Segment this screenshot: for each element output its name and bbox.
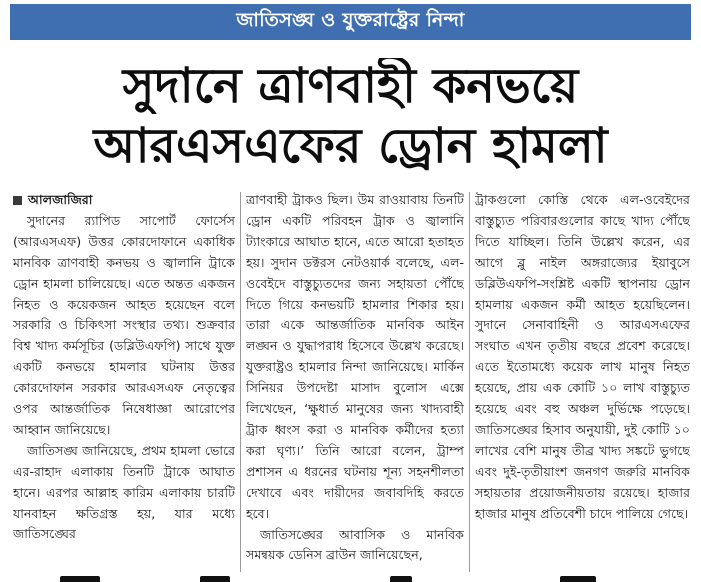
headline-line-1: সুদানে ত্রাণবাহী কনভয়ে (122, 58, 579, 114)
text-fragment (560, 576, 596, 582)
next-article-fragment (0, 574, 701, 582)
square-bullet-icon (13, 196, 22, 205)
column-divider-2 (469, 192, 470, 572)
column-divider-1 (240, 192, 241, 572)
paragraph: ত্রাণবাহী ট্রাকও ছিল। উম রাওয়াবায় তিনটি ড্রোন একটি পরিবহন ট্রাক ও জ্বালানি ট্যাংকারে আঘাত হানে, এতে আরো হতাহত হয়। সুদান ডক্টরস নেটওয়ার্ক বলেছে, এল-ওবেইদে বাস্তুচ্যুতদের জন্য সহায়তা পৌঁছে দিতে গিয়ে কনভয়টি হামলার শিকার হয়। তারা একে আন্তর্জাতিক মানবিক আইন লঙ্ঘন ও যুদ্ধাপরাধ হিসেবে উল্লেখ করেছে। যুক্তরাষ্ট্রও হামলার নিন্দা জানিয়েছে। মার্কিন সিনিয়র উপদেষ্টা মাসাদ বুলোস এক্সে লিখেছেন, ‘ক্ষুধার্ত মানুষের জন্য খাদ্যবাহী ট্রাক ধ্বংস করা ও মানবিক কর্মীদের হত্যা করা ঘৃণ্য।’ তিনি আরো বলেন, ট্রাম্প প্রশাসন এ ধরনের ঘটনায় শূন্য সহনশীলতা দেখাবে এবং দায়ীদের জবাবদিহি করতে হবে। (246, 192, 464, 521)
headline-line-2: আরএসএফের ড্রোন হামলা (93, 118, 608, 174)
source-name: আলজাজিরা (28, 192, 93, 207)
article-column-3 (475, 190, 690, 582)
paragraph: জাতিসঙ্ঘ জানিয়েছে, প্রথম হামলা ভোরে এর-রাহাদ এলাকায় তিনটি ট্রাকে আঘাত হানে। এরপর আল্লাহ কারিম এলাকায় চারটি যানবাহন ক্ষতিগ্রস্ত হয়, যার মধ্যে জাতিসঙ্ঘের (13, 442, 235, 542)
section-banner (10, 4, 691, 40)
article-column-2 (246, 190, 464, 582)
paragraph: সুদানের র‍্যাপিড সাপোর্ট ফোর্সেস (আরএসএফ) উত্তর কোরদোফানে একাধিক মানবিক ত্রাণবাহী কনভয় ও জ্বালানি ট্রাকে ড্রোন হামলা চালিয়েছে। এতে অন্তত একজন নিহত ও কয়েকজন আহত হয়েছেন বলে সরকারি ও চিকিৎসা সংস্থার তথ্য। শুক্রবার বিশ্ব খাদ্য কর্মসূচির (ডব্লিউএফপি) সাথে যুক্ত একটি কনভয়ে হামলার ঘটনায় উত্তর কোরদোফান সরকার আরএসএফ নেতৃত্বের ওপর আন্তর্জাতিক নিষেধাজ্ঞা আরোপের আহ্বান জানিয়েছে। (13, 212, 235, 437)
paragraph: জাতিসঙ্ঘের আবাসিক ও মানবিক সমন্বয়ক ডেনিস ব্রাউন জানিয়েছেন, (246, 526, 464, 563)
text-fragment (200, 576, 230, 582)
text-fragment (390, 576, 412, 582)
paragraph: ট্রাকগুলো কোস্তি থেকে এল-ওবেইদের বাস্তুচ্যুত পরিবারগুলোর কাছে খাদ্য পৌঁছে দিতে যাচ্ছিল। তিনি উল্লেখ করেন, এর আগে ব্লু নাইল অঙ্গরাজ্যের ইয়াবুসে ডব্লিউএফপি-সংশ্লিষ্ট একটি স্থাপনায় ড্রোন হামলায় একজন কর্মী আহত হয়েছিলেন। সুদানে সেনাবাহিনী ও আরএসএফের সংঘাত এখন তৃতীয় বছরে প্রবেশ করেছে। এতে ইতোমধ্যে কয়েক লাখ মানুষ নিহত হয়েছে, প্রায় এক কোটি ১০ লাখ বাস্তুচ্যুত হয়েছে এবং বহু অঞ্চল দুর্ভিক্ষে পড়েছে। জাতিসঙ্ঘের হিসাব অনুযায়ী, দুই কোটি ১০ লাখের বেশি মানুষ তীব্র খাদ্য সঙ্কটে ভুগছে এবং দুই-তৃতীয়াংশ জনগণ জরুরি মানবিক সহায়তার প্রয়োজনীয়তায় রয়েছে। হাজার হাজার মানুষ প্রতিবেশী চাদে পালিয়ে গেছে। (475, 192, 690, 521)
banner-text: জাতিসঙ্ঘ ও যুক্তরাষ্ট্রের নিন্দা (236, 9, 465, 31)
text-fragment (60, 576, 100, 582)
article-column-1 (13, 190, 235, 582)
source-credit (13, 190, 235, 211)
